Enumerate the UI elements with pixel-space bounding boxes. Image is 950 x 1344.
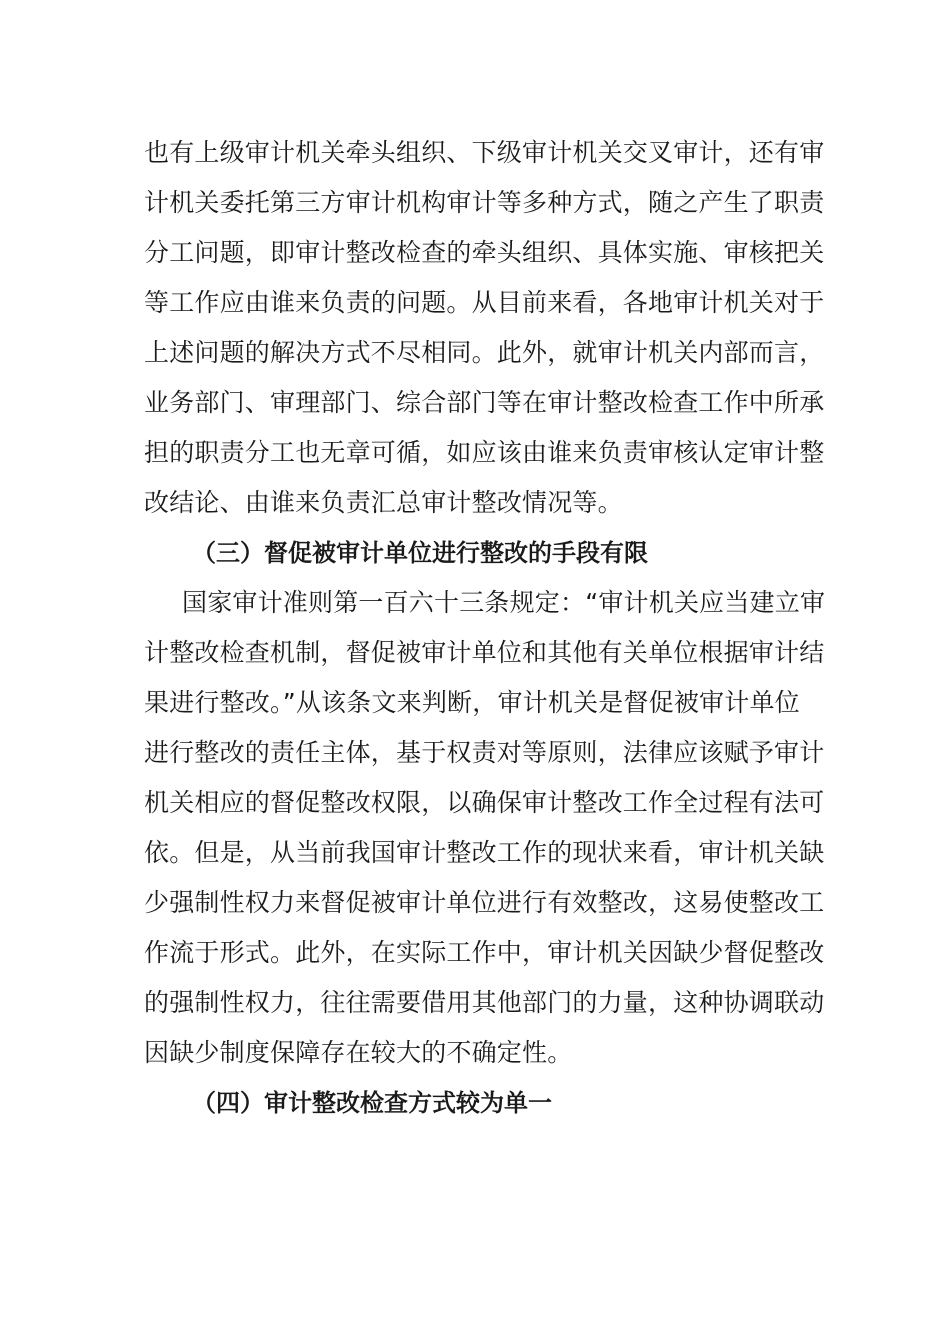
text-line: 也有上级审计机关牵头组织、下级审计机关交叉审计，还有审 [144, 138, 825, 167]
text-line: 作流于形式。此外，在实际工作中，审计机关因缺少督促整改 [144, 938, 825, 967]
text-line: 计机关委托第三方审计机构审计等多种方式，随之产生了职责 [144, 188, 825, 217]
text-line: 改结论、由谁来负责汇总审计整改情况等。 [144, 488, 623, 517]
section-heading-4: （四）审计整改检查方式较为单一 [192, 1089, 552, 1117]
text-line: 担的职责分工也无章可循，如应该由谁来负责审核认定审计整 [144, 438, 825, 467]
text-line: 等工作应由谁来负责的问题。从目前来看，各地审计机关对于 [144, 288, 825, 317]
section-heading-3: （三）督促被审计单位进行整改的手段有限 [192, 539, 648, 567]
document-body [144, 128, 826, 1128]
text-line: 的强制性权力，往往需要借用其他部门的力量，这种协调联动 [144, 988, 825, 1017]
paragraph-limited-means [144, 578, 826, 1078]
text-line: 国家审计准则第一百六十三条规定：“审计机关应当建立审 [182, 588, 826, 617]
text-line: 进行整改的责任主体，基于权责对等原则，法律应该赋予审计 [144, 738, 825, 767]
text-line: 分工问题，即审计整改检查的牵头组织、具体实施、审核把关 [144, 238, 825, 267]
paragraph-responsibility-division [144, 128, 825, 528]
text-line: 少强制性权力来督促被审计单位进行有效整改，这易使整改工 [144, 888, 825, 917]
text-line: 果进行整改。”从该条文来判断，审计机关是督促被审计单位 [144, 688, 800, 717]
text-line: 业务部门、审理部门、综合部门等在审计整改检查工作中所承 [144, 388, 825, 417]
text-line: 依。但是，从当前我国审计整改工作的现状来看，审计机关缺 [144, 838, 825, 867]
text-line: 机关相应的督促整改权限，以确保审计整改工作全过程有法可 [144, 788, 825, 817]
text-line: 上述问题的解决方式不尽相同。此外，就审计机关内部而言， [144, 338, 825, 367]
text-line: 计整改检查机制，督促被审计单位和其他有关单位根据审计结 [144, 638, 825, 667]
text-line: 因缺少制度保障存在较大的不确定性。 [144, 1038, 573, 1067]
